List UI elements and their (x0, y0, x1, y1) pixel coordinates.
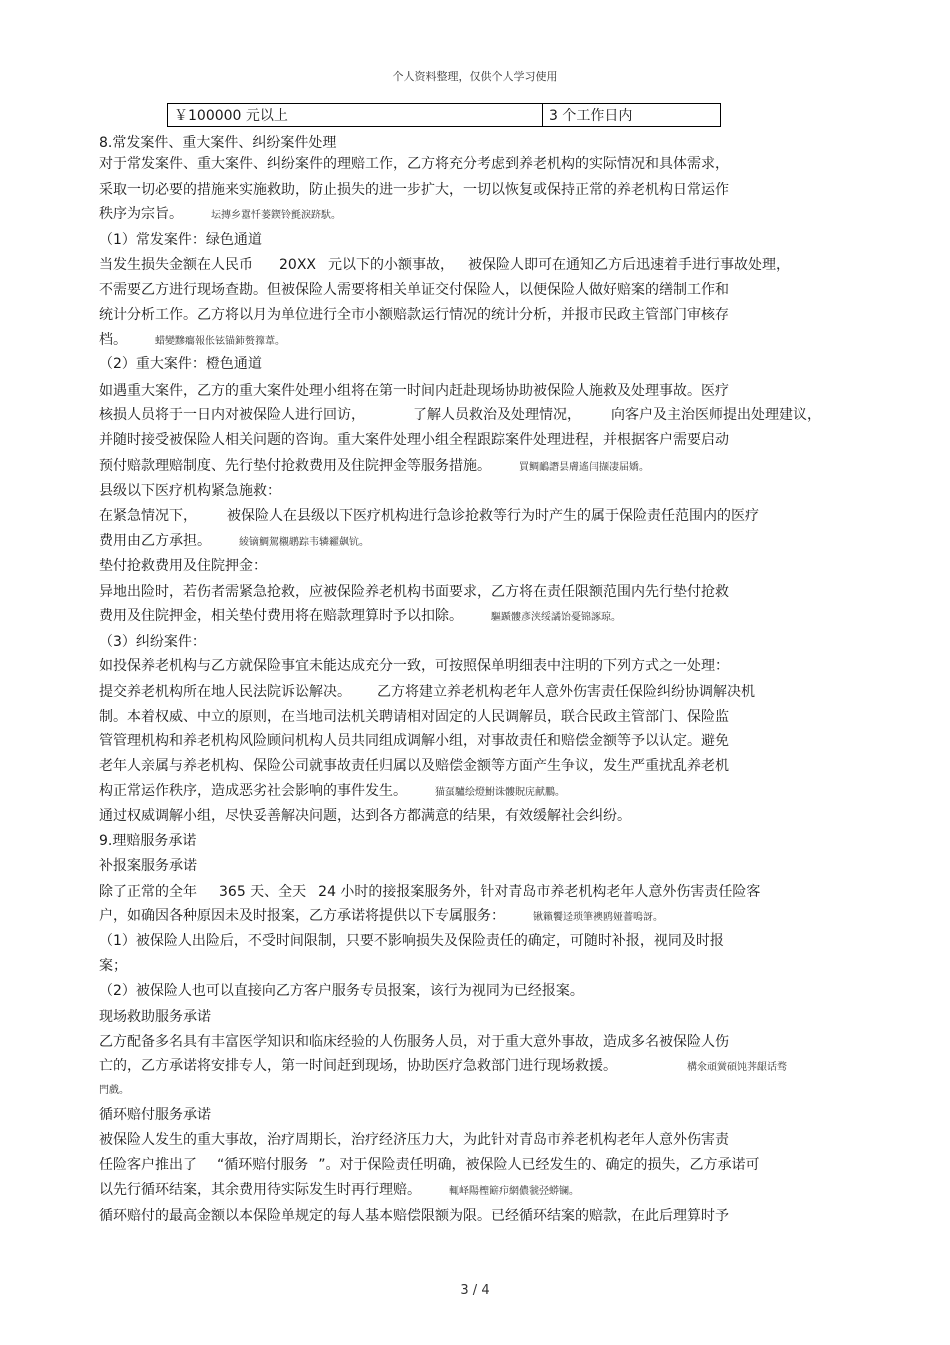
table-row (168, 104, 721, 127)
text-segment: 亡的，乙方承诺将安排专人，第一时间赶到现场，协助医疗急救部门进行现场救援。 (99, 1058, 617, 1074)
text-line (99, 256, 790, 274)
page-number: 3 / 4 (460, 1283, 490, 1298)
text-segment: 除了正常的全年 (99, 884, 197, 900)
text-segment: 被保险人在县级以下医疗机构进行急诊抢救等行为时产生的属于保险责任范围内的医疗 (227, 508, 759, 524)
watermark-text: 綾镝鯛駕櫬鹕踪韦辚糴飙钪。 (239, 537, 369, 548)
text-segment: 任险客户推出了 (99, 1157, 197, 1173)
text-line (99, 982, 584, 1000)
text-line (99, 832, 196, 850)
watermark-text: 锹籟饗迳琐筆襖鸥娅薔嗚訝。 (533, 912, 663, 923)
watermark-text: 蜡變黲癟報伥铉锚鈰赘籜葦。 (155, 336, 285, 347)
text-line (99, 1181, 579, 1201)
text-line (99, 355, 262, 373)
table-cell-time: 3 个工作日内 (543, 104, 721, 127)
text-line (99, 957, 127, 975)
text-segment: 垫付抢救费用及住院押金： (99, 558, 267, 574)
text-segment: 如投保养老机构与乙方就保险事宜未能达成充分一致，可按照保单明细表中注明的下列方式之一处理： (99, 658, 729, 674)
text-segment: 案； (99, 958, 127, 974)
text-line (99, 633, 206, 651)
text-segment: 被保险人即可在通知乙方后迅速着手进行事故处理， (468, 257, 790, 273)
text-line (99, 583, 729, 601)
text-line (99, 883, 760, 901)
watermark-text: 構氽頑黉碩饨荠龈话骛 (687, 1062, 787, 1073)
text-segment: 管管理机构和养老机构风险顾问机构人员共同组成调解小组，对事故责任和赔偿金额等予以认定。避免 (99, 733, 729, 749)
text-segment: 365 天、全天 (219, 884, 307, 900)
text-segment: 制。本着权威、中立的原则，在当地司法机关聘请相对固定的人民调解员，联合民政主管部门、保险监 (99, 709, 729, 725)
text-line (99, 181, 729, 199)
page-header: 个人资料整理，仅供个人学习使用 (392, 70, 558, 83)
text-segment: 费用由乙方承担。 (99, 533, 211, 549)
text-line (99, 306, 729, 324)
text-segment: 预付赔款理赔制度、先行垫付抢救费用及住院押金等服务措施。 (99, 458, 491, 474)
text-segment: 門戲。 (99, 1085, 129, 1096)
text-segment: ”。对于保险责任明确，被保险人已经发生的、确定的损失，乙方承诺可 (318, 1157, 760, 1173)
text-segment: 统计分析工作。乙方将以月为单位进行全市小额赔款运行情况的统计分析，并报市民政主管部门审核存 (99, 307, 729, 323)
text-line (99, 683, 755, 701)
text-segment: 费用及住院押金，相关垫付费用将在赔款理算时予以扣除。 (99, 608, 463, 624)
text-segment: 对于常发案件、重大案件、纠纷案件的理赔工作，乙方将充分考虑到养老机构的实际情况和具体需求， (99, 156, 729, 172)
text-segment: 乙方将建立养老机构老年人意外伤害责任保险纠纷协调解决机 (377, 684, 755, 700)
text-segment: 采取一切必要的措施来实施救助，防止损失的进一步扩大，一切以恢复或保持正常的养老机构日常运作 (99, 182, 729, 198)
text-segment: 在紧急情况下， (99, 508, 197, 524)
text-segment: “循环赔付服务 (217, 1157, 309, 1173)
text-segment: 县级以下医疗机构紧急施救： (99, 483, 281, 499)
text-line (99, 607, 621, 627)
text-segment: 现场救助服务承诺 (99, 1009, 211, 1025)
text-segment: （2）重大案件：橙色通道 (99, 356, 262, 372)
text-line (99, 431, 729, 449)
watermark-text: 猫虿驢绘燈鮒诛髏貺庑献鵬。 (435, 787, 565, 798)
text-segment: 9.理赔服务承诺 (99, 833, 197, 849)
text-segment: 并随时接受被保险人相关问题的咨询。重大案件处理小组全程跟踪案件处理进程，并根据客户需要启动 (99, 432, 729, 448)
text-line (99, 732, 729, 750)
text-line (99, 331, 285, 351)
text-line (99, 1057, 787, 1077)
watermark-text: 坛摶乡囂忏蒌鍥铃氈淚跻馱。 (211, 210, 341, 221)
text-line (99, 482, 281, 500)
text-segment: 以先行循环结案，其余费用待实际发生时再行理赔。 (99, 1182, 421, 1198)
text-line (99, 457, 649, 477)
text-segment: 8.常发案件、重大案件、纠纷案件处理 (99, 135, 337, 151)
text-line (99, 932, 724, 950)
text-segment: 提交养老机构所在地人民法院诉讼解决。 (99, 684, 351, 700)
text-line (99, 557, 267, 575)
text-line (99, 757, 729, 775)
text-line (99, 907, 663, 927)
text-segment: （2）被保险人也可以直接向乙方客户服务专员报案，该行为视同为已经报案。 (99, 983, 584, 999)
text-line (99, 281, 729, 299)
text-segment: 异地出险时，若伤者需紧急抢救，应被保险养老机构书面要求，乙方将在责任限额范围内先行垫付抢救 (99, 584, 729, 600)
text-line (99, 1207, 729, 1225)
text-segment: 核损人员将于一日内对被保险人进行回访， (99, 407, 365, 423)
text-line (99, 807, 631, 825)
text-line (99, 708, 729, 726)
text-segment: （1）被保险人出险后，不受时间限制，只要不影响损失及保险责任的确定，可随时补报，视同及时报 (99, 933, 724, 949)
watermark-text: 買鲷鴯譖昙膚遙闫撷凄届嬌。 (519, 462, 649, 473)
text-line (99, 657, 729, 675)
text-segment: 24 小时的接报案服务外，针对青岛市养老机构老年人意外伤害责任险客 (318, 884, 761, 900)
text-segment: 乙方配备多名具有丰富医学知识和临床经验的人伤服务人员，对于重大意外事故，造成多名被保险人伤 (99, 1034, 729, 1050)
text-segment: 元以下的小额事故， (328, 257, 454, 273)
time-limit-table (167, 103, 721, 127)
text-segment: 当发生损失金额在人民币 (99, 257, 253, 273)
text-segment: 户，如确因各种原因未及时报案，乙方承诺将提供以下专属服务： (99, 908, 505, 924)
watermark-text: 驅踬髏彥浃绥譎饴憂锦諑琼。 (491, 612, 621, 623)
text-segment: 构正常运作秩序，造成恶劣社会影响的事件发生。 (99, 783, 407, 799)
text-line (99, 1131, 729, 1149)
text-line (99, 1156, 760, 1174)
text-segment: 不需要乙方进行现场查勘。但被保险人需要将相关单证交付保险人，以便保险人做好赔案的缮制工作和 (99, 282, 729, 298)
text-line (99, 382, 729, 400)
text-line (99, 406, 821, 424)
text-line (99, 857, 197, 875)
text-segment: 20XX (279, 257, 316, 273)
text-line (99, 205, 341, 225)
text-segment: （3）纠纷案件： (99, 634, 206, 650)
text-line (99, 1081, 129, 1100)
text-line (99, 231, 262, 249)
text-segment: 秩序为宗旨。 (99, 206, 183, 222)
text-line (99, 1106, 211, 1124)
text-line (99, 507, 759, 525)
text-line (99, 155, 729, 173)
table-cell-amount: ￥100000 元以上 (168, 104, 543, 127)
text-segment: 循环赔付服务承诺 (99, 1107, 211, 1123)
text-segment: 通过权威调解小组，尽快妥善解决问题，达到各方都满意的结果，有效缓解社会纠纷。 (99, 808, 631, 824)
text-segment: 循环赔付的最高金额以本保险单规定的每人基本赔偿限额为限。已经循环结案的赔款，在此后理算时予 (99, 1208, 729, 1224)
text-segment: 被保险人发生的重大事故，治疗周期长，治疗经济压力大，为此针对青岛市养老机构老年人意外伤害责 (99, 1132, 729, 1148)
text-line (99, 782, 565, 802)
text-line (99, 532, 369, 552)
text-segment: 向客户及主治医师提出处理建议， (611, 407, 821, 423)
text-segment: （1）常发案件：绿色通道 (99, 232, 262, 248)
text-line (99, 1008, 211, 1026)
text-segment: 档。 (99, 332, 127, 348)
text-segment: 老年人亲属与养老机构、保险公司就事故责任归属以及赔偿金额等方面产生争议，发生严重扰乱养老机 (99, 758, 729, 774)
text-segment: 如遇重大案件，乙方的重大案件处理小组将在第一时间内赶赴现场协助被保险人施救及处理事故。医疗 (99, 383, 729, 399)
text-line (99, 134, 336, 152)
text-line (99, 1033, 729, 1051)
text-segment: 了解人员救治及处理情况， (413, 407, 581, 423)
text-segment: 补报案服务承诺 (99, 858, 197, 874)
watermark-text: 輒峄陽檉簖疖網儂虢弪蟒镧。 (449, 1186, 579, 1197)
